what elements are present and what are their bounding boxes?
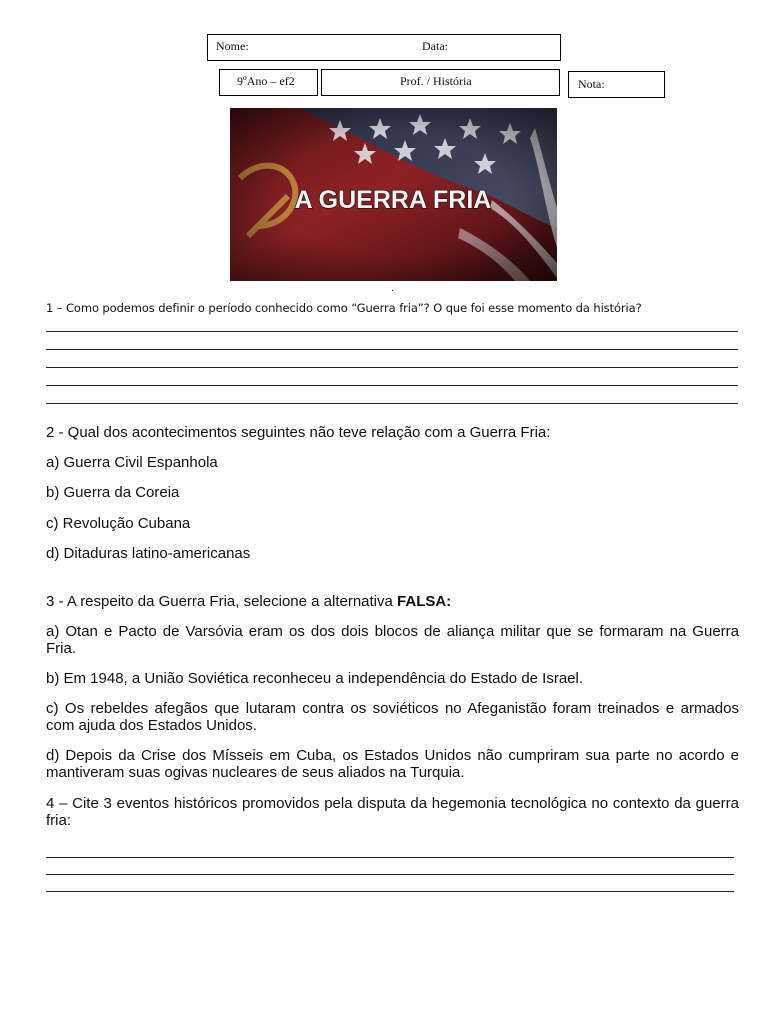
- answer-line[interactable]: [46, 403, 738, 404]
- question-4: 4 – Cite 3 eventos históricos promovidos pela disputa da hegemonia tecnológica no contexto da guerra fria:: [46, 795, 739, 829]
- cold-war-banner-image: [230, 108, 557, 281]
- grade-field: [219, 69, 318, 96]
- separator-dot: .: [391, 283, 394, 294]
- answer-line[interactable]: [46, 857, 734, 858]
- flags-illustration: [230, 108, 557, 281]
- name-date-field[interactable]: [207, 34, 561, 61]
- prof-label: Prof. / História: [400, 74, 472, 88]
- q3-option-d[interactable]: d) Depois da Crise dos Mísseis em Cuba, os Estados Unidos não cumpriram sua parte no acordo e mantiveram suas ogivas nucleares de seus aliados na Turquia.: [46, 747, 739, 781]
- grade-score-field[interactable]: [568, 71, 665, 98]
- answer-line[interactable]: [46, 367, 738, 368]
- question-2: 2 - Qual dos acontecimentos seguintes não teve relação com a Guerra Fria:: [46, 424, 551, 441]
- q3-option-b[interactable]: b) Em 1948, a União Soviética reconheceu a independência do Estado de Israel.: [46, 670, 584, 687]
- teacher-subject-field: [321, 69, 560, 96]
- nota-label: Nota:: [578, 77, 605, 91]
- q2-option-b[interactable]: b) Guerra da Coreia: [46, 484, 180, 501]
- q2-option-c[interactable]: c) Revolução Cubana: [46, 515, 191, 532]
- question-3: [46, 593, 451, 610]
- question-1: 1 – Como podemos definir o período conhecido como “Guerra fria”? O que foi esse momento da história?: [46, 301, 642, 315]
- q2-option-a[interactable]: a) Guerra Civil Espanhola: [46, 454, 218, 471]
- banner-title: A GUERRA FRIA: [294, 186, 492, 214]
- grade-label: 9ºAno – ef2: [237, 74, 295, 88]
- answer-line[interactable]: [46, 385, 738, 386]
- q2-option-d[interactable]: d) Ditaduras latino-americanas: [46, 545, 251, 562]
- answer-line[interactable]: [46, 891, 734, 892]
- answer-line[interactable]: [46, 874, 734, 875]
- name-label: Nome:: [216, 39, 249, 53]
- date-label: Data:: [422, 39, 448, 53]
- answer-line[interactable]: [46, 349, 738, 350]
- q3-option-c[interactable]: c) Os rebeldes afegãos que lutaram contra os soviéticos no Afeganistão foram treinados e armados com ajuda dos Estados Unidos.: [46, 700, 739, 734]
- q3-option-a[interactable]: a) Otan e Pacto de Varsóvia eram os dos dois blocos de aliança militar que se formaram na Guerra Fria.: [46, 623, 739, 657]
- question-3-emphasis: FALSA:: [397, 593, 452, 610]
- answer-line[interactable]: [46, 331, 738, 332]
- question-3-text: 3 - A respeito da Guerra Fria, selecione a alternativa: [46, 593, 398, 610]
